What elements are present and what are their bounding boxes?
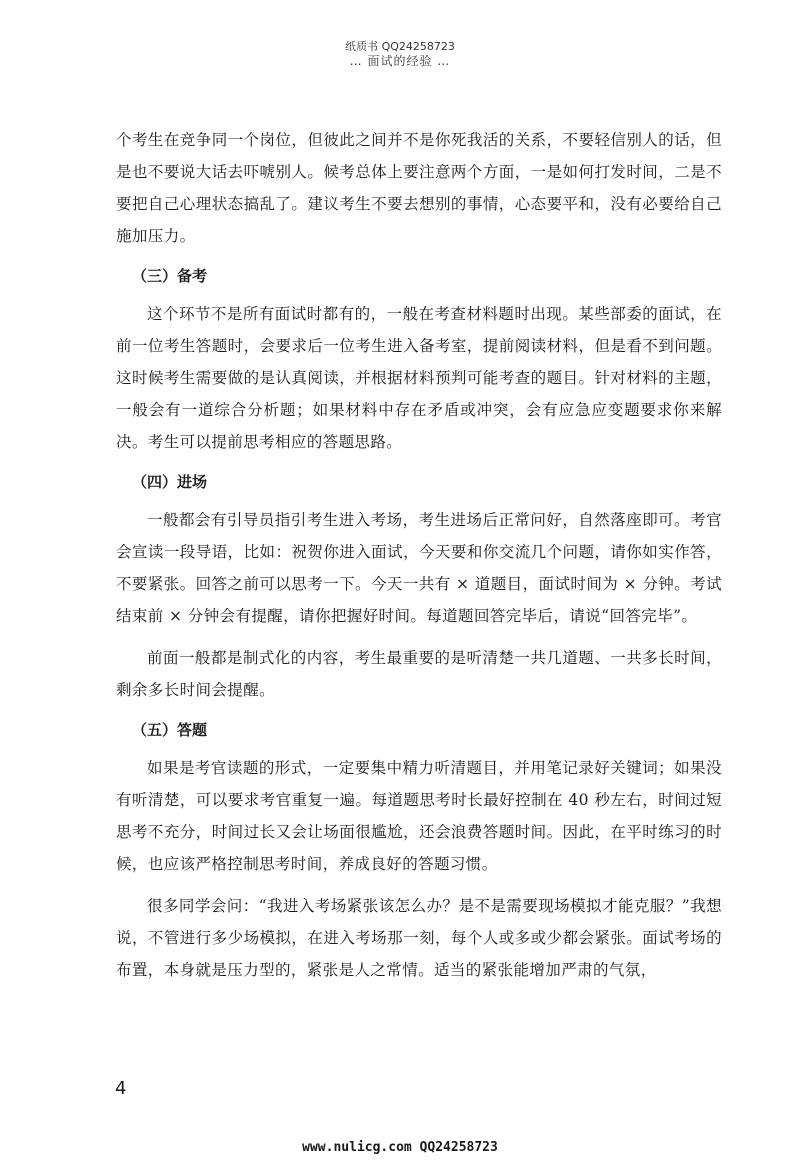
paragraph-continued: 个考生在竞争同一个岗位，但彼此之间并不是你死我活的关系，不要轻信别人的话，但是也不要说大话去吓唬别人。候考总体上要注意两个方面，一是如何打发时间，二是不要把自己心理状态搞乱了。建议考生不要去想别的事情，心态要平和，没有必要给自己施加压力。 (116, 131, 722, 245)
paragraph-entering: 一般都会有引导员指引考生进入考场，考生进场后正常问好，自然落座即可。考官会宣读一段导语，比如：祝贺你进入面试，今天要和你交流几个问题，请你如实作答，不要紧张。回答之前可以思考一下。今天一共有 × 道题目，面试时间为 × 分钟。考试结束前 × 分钟会有提醒，请你把握好时间。每道题回答完毕后，请说“回答完毕”。 (116, 511, 722, 625)
running-header-title: … 面试的经验 … (349, 54, 451, 68)
section-heading-answering: （五）答题 (132, 721, 208, 739)
header-watermark: 纸质书 QQ24258723 (345, 40, 455, 53)
paragraph-nervousness: 很多同学会问：“我进入考场紧张该怎么办？是不是需要现场模拟才能克服？”我想说，不管进行多少场模拟，在进入考场那一刻，每个人或多或少都会紧张。面试考场的布置，本身就是压力型的，紧张是人之常情。适当的紧张能增加严肃的气氛， (116, 897, 722, 979)
page-number: 4 (115, 1078, 127, 1099)
paragraph-preparation: 这个环节不是所有面试时都有的，一般在考查材料题时出现。某些部委的面试，在前一位考生答题时，会要求后一位考生进入备考室，提前阅读材料，但是看不到问题。这时候考生需要做的是认真阅读，并根据材料预判可能考查的题目。针对材料的主题，一般会有一道综合分析题；如果材料中存在矛盾或冲突，会有应急应变题要求你来解决。考生可以提前思考相应的答题思路。 (116, 305, 722, 451)
paragraph-answering: 如果是考官读题的形式，一定要集中精力听清题目，并用笔记录好关键词；如果没有听清楚，可以要求考官重复一遍。每道题思考时长最好控制在 40 秒左右，时间过短思考不充分，时间过长又会让场面很尴尬，还会浪费答题时间。因此，在平时练习的时候，也应该严格控制思考时间，养成良好的答题习惯。 (116, 759, 722, 873)
page-body (116, 124, 722, 986)
footer-watermark: www.nulicg.com QQ24258723 (302, 1140, 498, 1155)
paragraph-entering-note: 前面一般都是制式化的内容，考生最重要的是听清楚一共几道题、一共多长时间，剩余多长时间会提醒。 (116, 649, 722, 699)
section-heading-entering: （四）进场 (132, 473, 208, 491)
section-heading-preparation: （三）备考 (132, 267, 208, 285)
